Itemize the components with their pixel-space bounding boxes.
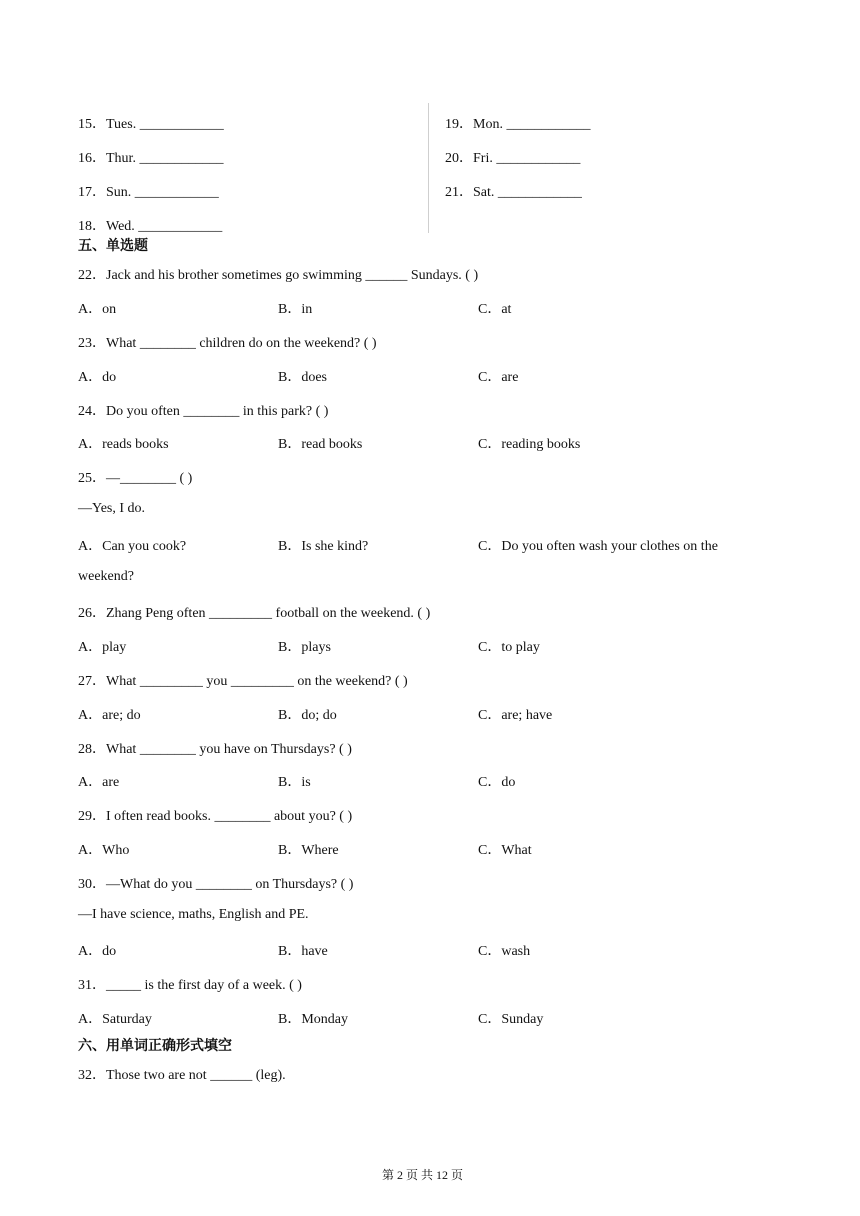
vocab-item-16: 16．Thur. ____________ — [78, 151, 224, 166]
question-stem: 25．—________ ( ) — [78, 471, 193, 486]
option-c: C．are — [478, 370, 519, 385]
vocab-item-15: 15．Tues. ____________ — [78, 117, 224, 132]
option-a: A．are — [78, 775, 120, 790]
vocab-item-21: 21．Sat. ____________ — [445, 185, 582, 200]
option-a: A．do — [78, 370, 117, 385]
option-b: B．is — [278, 775, 311, 790]
option-c: C．are; have — [478, 708, 553, 723]
vocab-item-17: 17．Sun. ____________ — [78, 185, 219, 200]
option-c: C．Sunday — [478, 1012, 544, 1027]
option-a: A．are; do — [78, 708, 141, 723]
section-title-single-choice: 五、单选题 — [78, 238, 148, 254]
question-stem: 24．Do you often ________ in this park? ( ) — [78, 404, 329, 419]
vocab-item-18: 18．Wed. ____________ — [78, 219, 223, 234]
dialogue-answer: —Yes, I do. — [78, 501, 146, 516]
question-stem: 29．I often read books. ________ about you? ( ) — [78, 809, 353, 824]
option-a: A．Who — [78, 843, 130, 858]
option-c: C．wash — [478, 944, 531, 959]
question-stem: 23．What ________ children do on the weekend? ( ) — [78, 336, 377, 351]
option-b: B．have — [278, 944, 328, 959]
question-stem: 31．_____ is the first day of a week. ( ) — [78, 978, 302, 993]
option-c: C．Do you often wash your clothes on the — [478, 539, 718, 554]
question-stem: 32．Those two are not ______ (leg). — [78, 1068, 286, 1083]
option-b: B．does — [278, 370, 327, 385]
column-divider — [428, 103, 429, 233]
dialogue-answer: —I have science, maths, English and PE. — [78, 907, 309, 922]
vocab-item-19: 19．Mon. ____________ — [445, 117, 591, 132]
option-c: C．What — [478, 843, 532, 858]
question-stem: 22．Jack and his brother sometimes go swimming ______ Sundays. ( ) — [78, 268, 479, 283]
option-b: B．plays — [278, 640, 331, 655]
question-stem: 30．—What do you ________ on Thursdays? ( ) — [78, 877, 354, 892]
page-number: 第 2 页 共 12 页 — [382, 1168, 464, 1182]
option-b: B．Is she kind? — [278, 539, 369, 554]
option-c: C．do — [478, 775, 516, 790]
vocab-item-20: 20．Fri. ____________ — [445, 151, 581, 166]
option-a: A．Can you cook? — [78, 539, 187, 554]
option-b: B．do; do — [278, 708, 337, 723]
option-b: B．read books — [278, 437, 363, 452]
option-c: C．to play — [478, 640, 540, 655]
option-c: C．reading books — [478, 437, 581, 452]
option-b: B．in — [278, 302, 313, 317]
option-a: A．on — [78, 302, 117, 317]
option-c-continued: weekend? — [78, 569, 134, 584]
option-a: A．play — [78, 640, 127, 655]
option-b: B．Monday — [278, 1012, 348, 1027]
option-a: A．Saturday — [78, 1012, 152, 1027]
option-c: C．at — [478, 302, 512, 317]
option-a: A．reads books — [78, 437, 169, 452]
option-a: A．do — [78, 944, 117, 959]
question-stem: 28．What ________ you have on Thursdays? ( ) — [78, 742, 352, 757]
option-b: B．Where — [278, 843, 339, 858]
section-title-word-forms: 六、用单词正确形式填空 — [78, 1038, 232, 1054]
question-stem: 26．Zhang Peng often _________ football on the weekend. ( ) — [78, 606, 431, 621]
question-stem: 27．What _________ you _________ on the weekend? ( ) — [78, 674, 408, 689]
